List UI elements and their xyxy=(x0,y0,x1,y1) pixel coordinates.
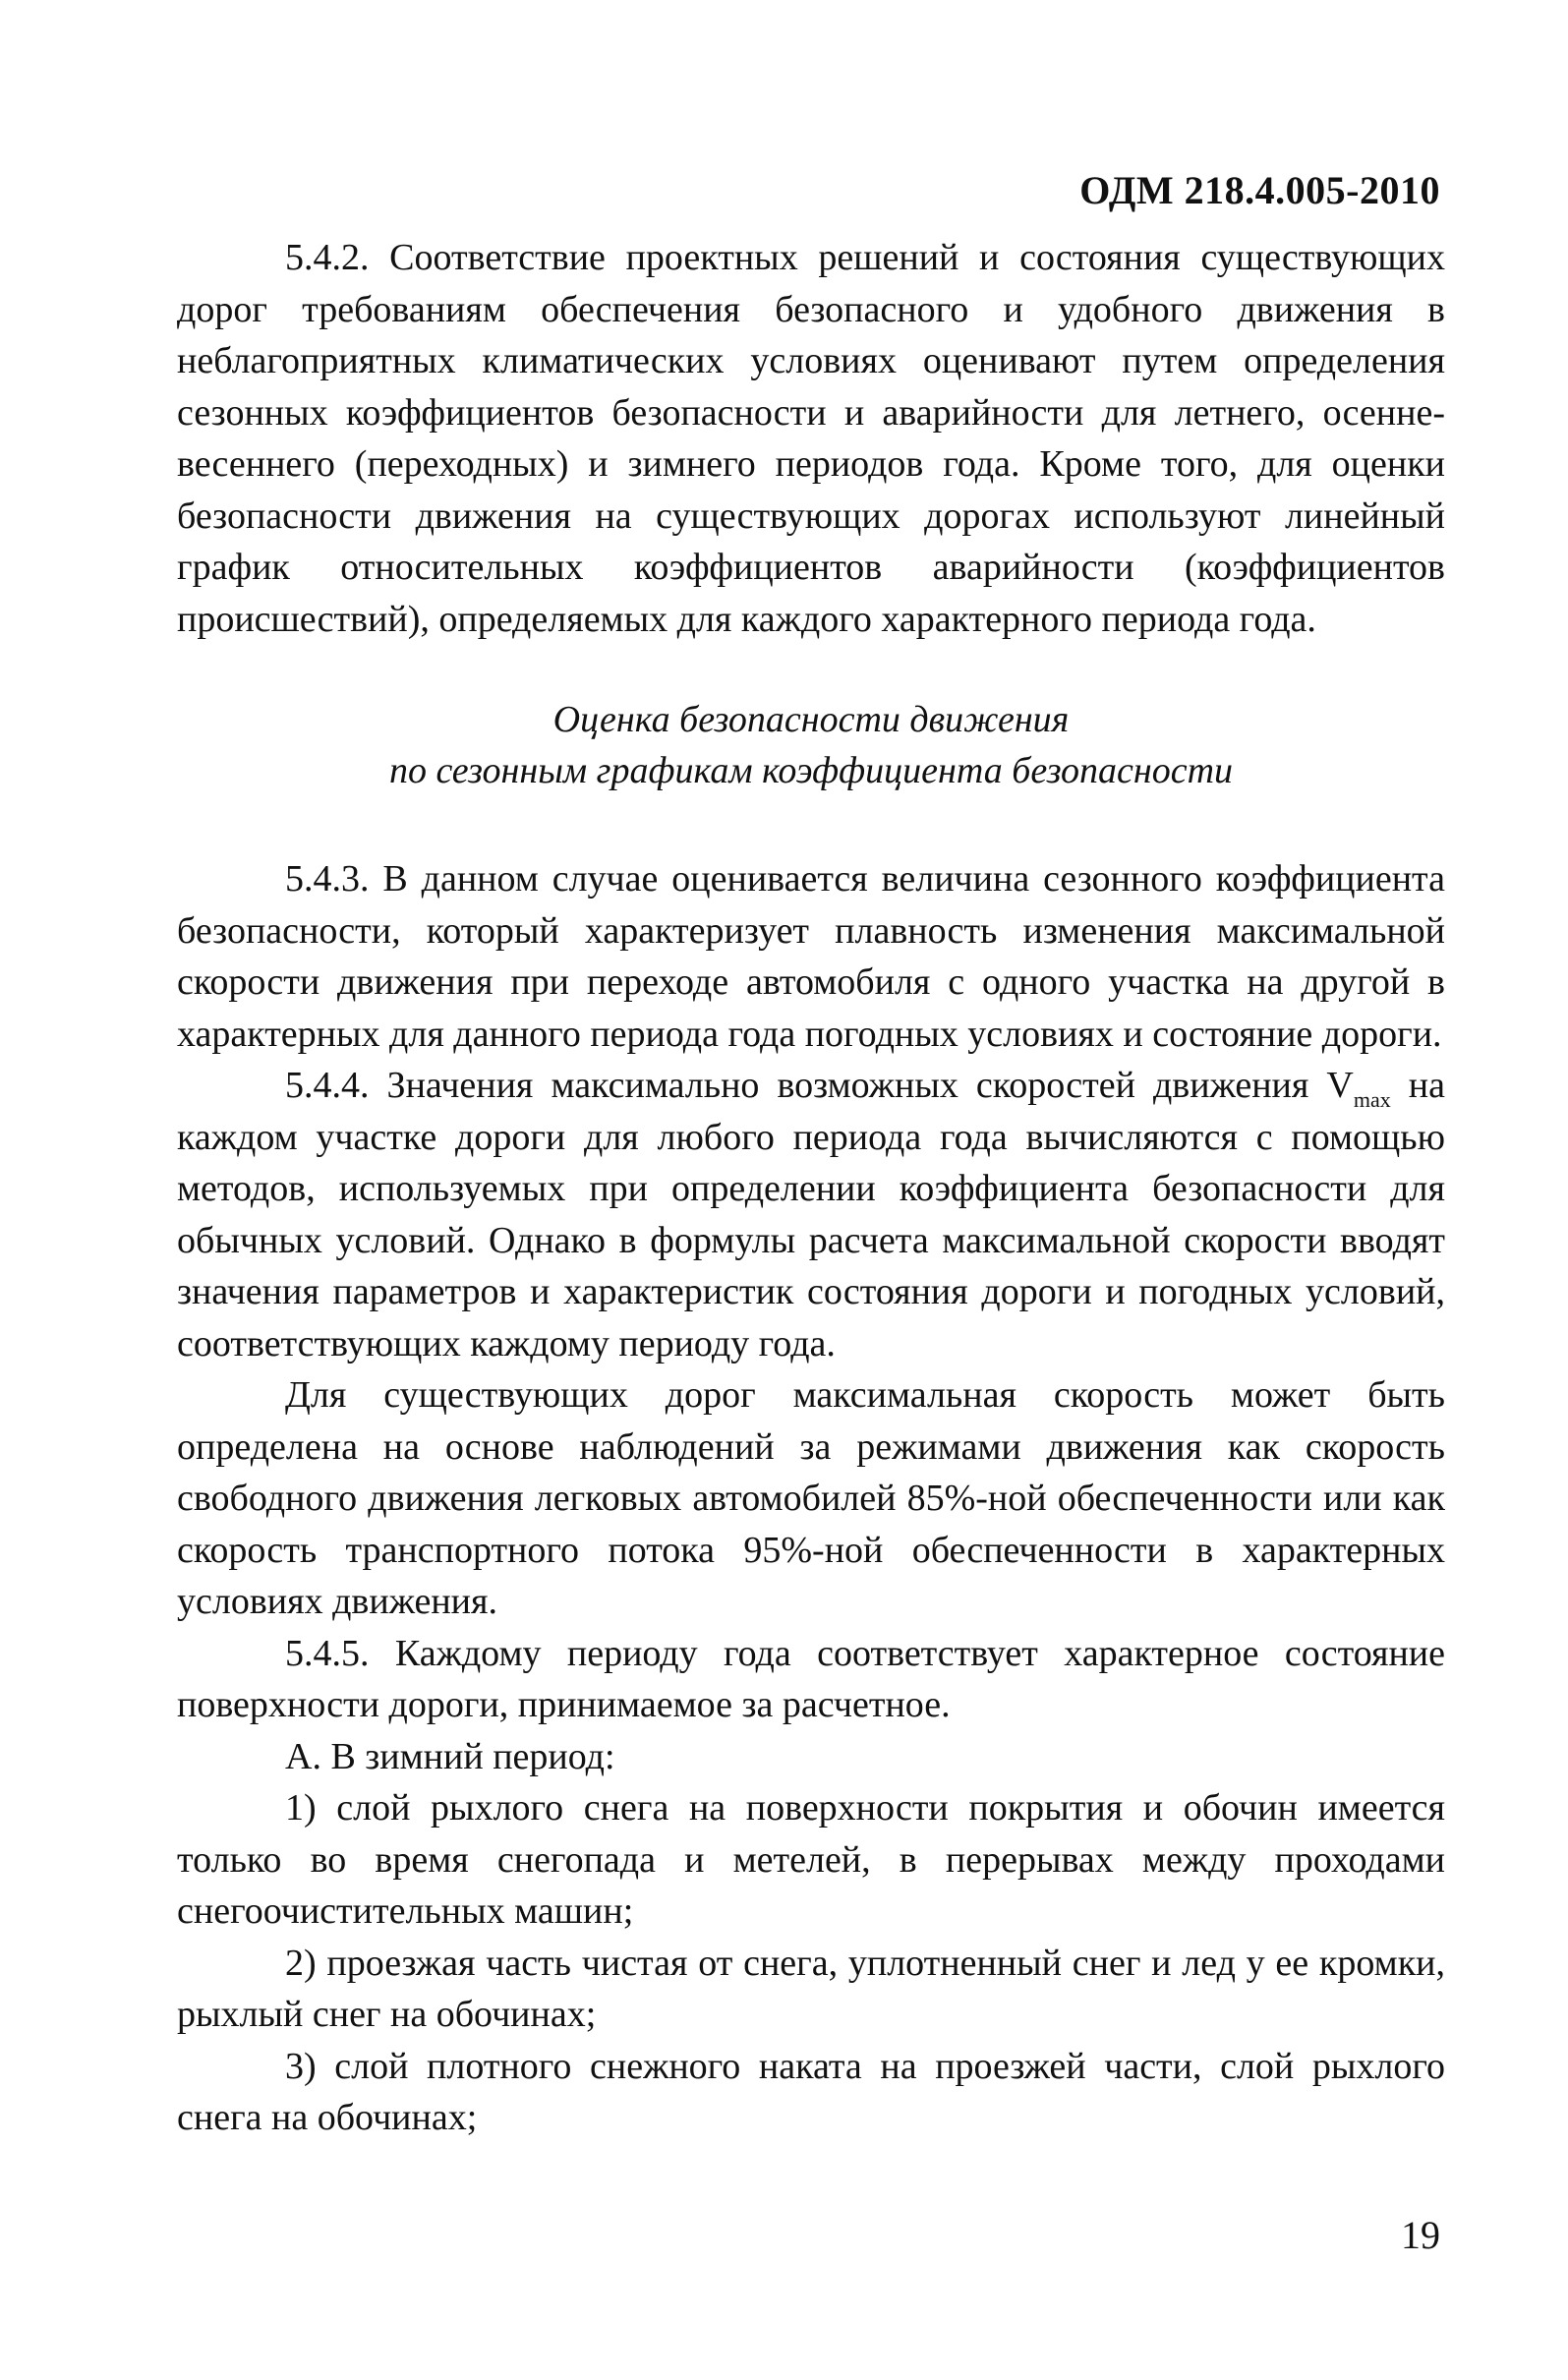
paragraph-5-4-5: 5.4.5. Каждому периоду года соответствует характерное состояние поверхности дороги, принимаемое за расчетное. xyxy=(177,1632,1445,1725)
section-heading-line-1: Оценка безопасности движения xyxy=(552,699,1070,740)
paragraph-5-4-3: 5.4.3. В данном случае оценивается величина сезонного коэффициента безопасности, который характеризует плавность изменения максимальной скорости движения при переходе автомобиля с одного участка на другой в характерных для данного периода года погодных условиях и состояние дороги. xyxy=(177,858,1445,1055)
paragraph-5-4-2: 5.4.2. Соответствие проектных решений и состояния существующих дорог требованиям обеспечения безопасного и удобного движения в неблагоприятных климатических условиях оценивают путем определения сезонных коэффициентов безопасности и аварийности для летнего, осенне-весеннего (переходных) и зимнего периодов года. Кроме того, для оценки безопасности движения на существующих дорогах используют линейный график относительных коэффициентов аварийности (коэффициентов происшествий), определяемых для каждого характерного периода года. xyxy=(177,237,1445,640)
list-item-3: 3) слой плотного снежного наката на проезжей части, слой рыхлого снега на обочинах; xyxy=(177,2045,1445,2138)
paragraph-5-4-4-start: 5.4.4. Значения максимально возможных скоростей движения V xyxy=(285,1065,1354,1106)
paragraph-existing-roads: Для существующих дорог максимальная скорость может быть определена на основе наблюдений за режимами движения как скорость свободного движения легковых автомобилей 85%-ной обеспеченности или как скорость транспортного потока 95%-ной обеспеченности в характерных условиях движения. xyxy=(177,1374,1445,1622)
paragraph-5-4-4 xyxy=(177,1060,1445,1369)
list-item-1: 1) слой рыхлого снега на поверхности покрытия и обочин имеется только во время снегопада и метелей, в перерывах между проходами снегоочистительных машин; xyxy=(177,1787,1445,1932)
section-heading-line-2: по сезонным графикам коэффициента безопасности xyxy=(388,750,1234,791)
vmax-subscript: max xyxy=(1353,1087,1391,1112)
page-number: 19 xyxy=(1401,2213,1440,2257)
document-body xyxy=(177,232,1445,2144)
paragraph-5-4-4-end: на каждом участке дороги для любого периода года вычисляются с помощью методов, используемых при определении коэффициента безопасности для обычных условий. Однако в формулы расчета максимальной скорости вводят значения параметров и характеристик состояния дороги и погодных условий, соответствующих каждому периоду года. xyxy=(177,1065,1446,1364)
section-heading xyxy=(177,694,1445,796)
paragraph-winter-label: А. В зимний период: xyxy=(285,1735,615,1777)
list-item-2: 2) проезжая часть чистая от снега, уплотненный снег и лед у ее кромки, рыхлый снег на обочинах; xyxy=(177,1942,1445,2035)
document-code: ОДМ 218.4.005-2010 xyxy=(1079,168,1440,212)
